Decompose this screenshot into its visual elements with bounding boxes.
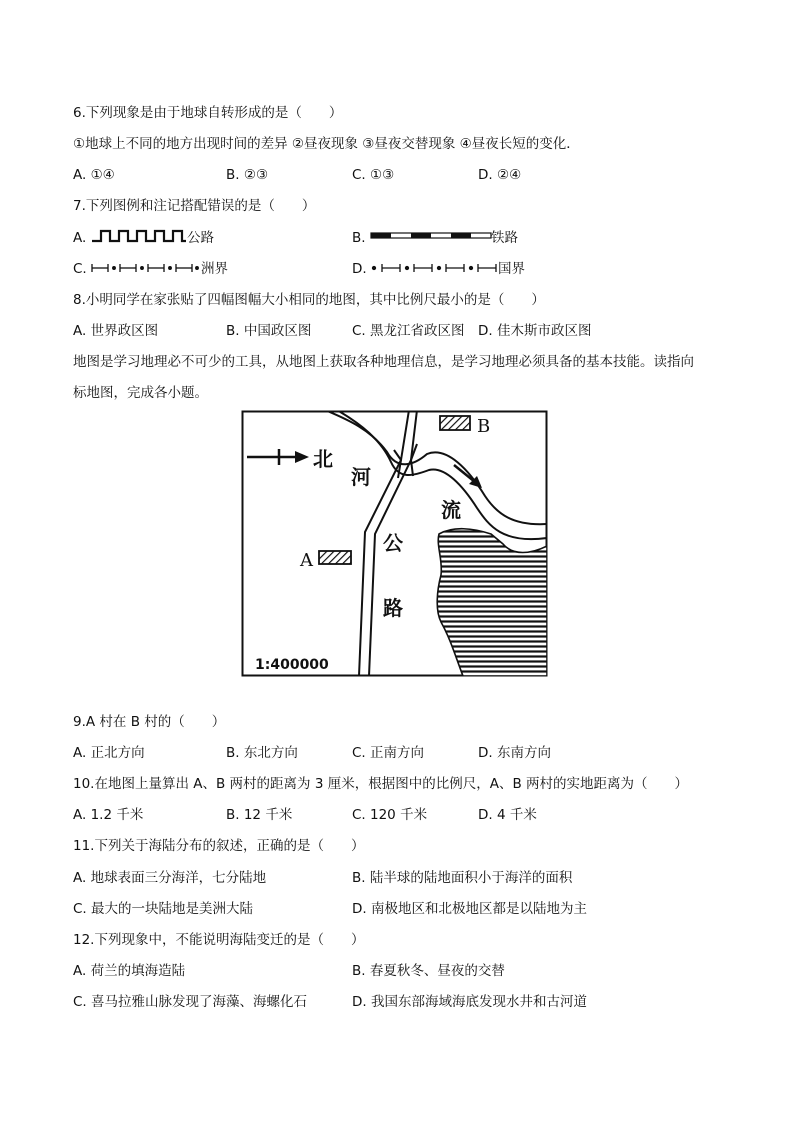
q9-option-a: A. 正北方向 bbox=[73, 745, 145, 761]
road-label-1: 公 bbox=[383, 531, 403, 555]
intro-line-2: 标地图，完成各小题。 bbox=[73, 385, 208, 401]
q12-option-c: C. 喜马拉雅山脉发现了海藻、海螺化石 bbox=[73, 994, 308, 1010]
highway-legend-icon bbox=[91, 228, 187, 244]
national-boundary-legend-icon bbox=[370, 261, 500, 275]
village-a-label: A bbox=[300, 550, 313, 571]
q9-option-d: D. 东南方向 bbox=[478, 745, 551, 761]
village-b-symbol bbox=[440, 416, 470, 430]
q8-option-a: A. 世界政区图 bbox=[73, 323, 159, 339]
q6-stem: 6.下列现象是由于地球自转形成的是（ ） bbox=[73, 105, 343, 121]
q7-option-c-label: 洲界 bbox=[201, 261, 228, 277]
q10-stem: 10.在地图上量算出 A、B 两村的距离为 3 厘米，根据图中的比例尺，A、B 两村的实地距离为（ ） bbox=[73, 776, 689, 792]
q7-option-b-label: 铁路 bbox=[491, 230, 518, 246]
q8-option-d: D. 佳木斯市政区图 bbox=[478, 323, 592, 339]
q9-stem: 9.A 村在 B 村的（ ） bbox=[73, 714, 226, 730]
q7-stem: 7.下列图例和注记搭配错误的是（ ） bbox=[73, 198, 316, 214]
village-a-symbol bbox=[319, 551, 351, 564]
q7-option-a-label: 公路 bbox=[187, 230, 214, 246]
continent-boundary-legend-icon bbox=[91, 261, 201, 275]
village-b-label: B bbox=[477, 416, 491, 437]
q9-option-c: C. 正南方向 bbox=[352, 745, 425, 761]
q8-option-c: C. 黑龙江省政区图 bbox=[352, 323, 465, 339]
q9-option-b: B. 东北方向 bbox=[226, 745, 298, 761]
q12-option-b: B. 春夏秋冬、昼夜的交替 bbox=[352, 963, 505, 979]
q10-option-b: B. 12 千米 bbox=[226, 807, 293, 823]
q12-stem: 12.下列现象中，不能说明海陆变迁的是（ ） bbox=[73, 932, 365, 948]
q11-option-a: A. 地球表面三分海洋，七分陆地 bbox=[73, 870, 267, 886]
q6-option-b: B. ②③ bbox=[226, 167, 269, 183]
q11-option-d: D. 南极地区和北极地区都是以陆地为主 bbox=[352, 901, 587, 917]
q6-option-d: D. ②④ bbox=[478, 167, 522, 183]
q10-option-d: D. 4 千米 bbox=[478, 807, 537, 823]
road-label-2: 路 bbox=[383, 596, 403, 620]
q7-option-a-letter: A. bbox=[73, 230, 87, 246]
q11-option-c: C. 最大的一块陆地是美洲大陆 bbox=[73, 901, 254, 917]
river-label-2: 流 bbox=[441, 498, 461, 522]
map-scale: 1:400000 bbox=[255, 657, 329, 673]
q8-stem: 8.小明同学在家张贴了四幅图幅大小相同的地图，其中比例尺最小的是（ ） bbox=[73, 292, 545, 308]
q11-stem: 11.下列关于海陆分布的叙述，正确的是（ ） bbox=[73, 838, 365, 854]
q7-option-c-letter: C. bbox=[73, 261, 87, 277]
q12-option-a: A. 荷兰的填海造陆 bbox=[73, 963, 186, 979]
q10-option-c: C. 120 千米 bbox=[352, 807, 428, 823]
q7-option-d-letter: D. bbox=[352, 261, 367, 277]
direction-arrow-map bbox=[241, 410, 548, 677]
q6-option-a: A. ①④ bbox=[73, 167, 115, 183]
q12-option-d: D. 我国东部海域海底发现水井和古河道 bbox=[352, 994, 587, 1010]
q6-option-c: C. ①③ bbox=[352, 167, 395, 183]
river-label-1: 河 bbox=[351, 465, 371, 489]
q8-option-b: B. 中国政区图 bbox=[226, 323, 312, 339]
q6-items: ①地球上不同的地方出现时间的差异 ②昼夜现象 ③昼夜交替现象 ④昼夜长短的变化． bbox=[73, 136, 580, 152]
q7-option-d-label: 国界 bbox=[498, 261, 525, 277]
q10-option-a: A. 1.2 千米 bbox=[73, 807, 144, 823]
intro-line-1: 地图是学习地理必不可少的工具，从地图上获取各种地理信息，是学习地理必须具备的基本技能。读指向 bbox=[73, 354, 694, 370]
railway-legend-icon bbox=[370, 230, 492, 242]
q11-option-b: B. 陆半球的陆地面积小于海洋的面积 bbox=[352, 870, 573, 886]
north-label: 北 bbox=[313, 447, 333, 471]
q7-option-b-letter: B. bbox=[352, 230, 366, 246]
